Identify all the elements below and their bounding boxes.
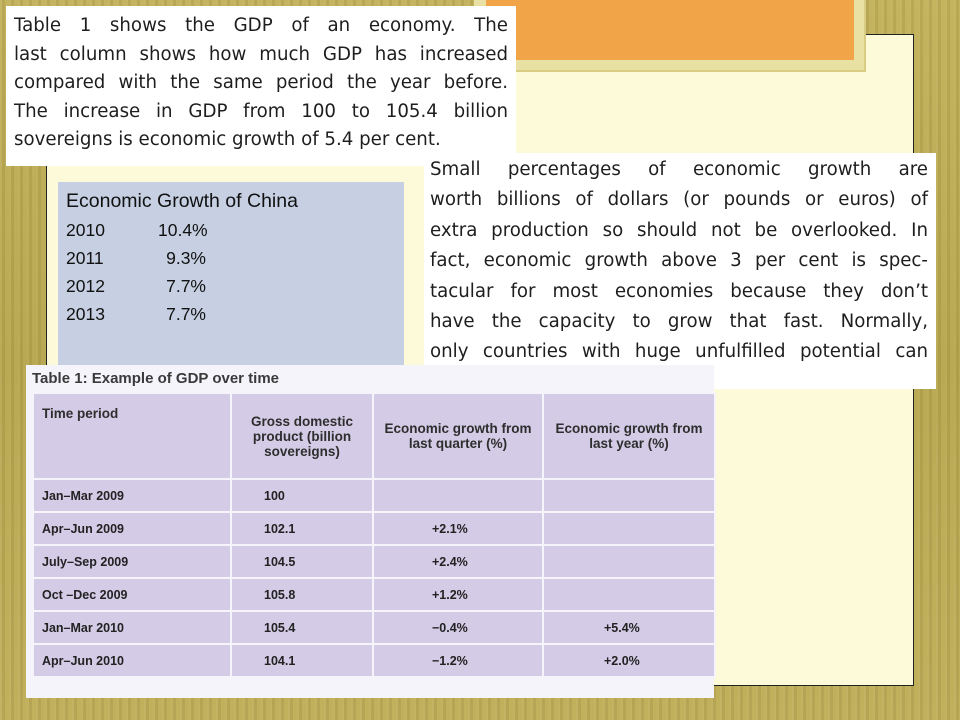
orange-banner-fill <box>486 0 854 60</box>
cell-gdp: 104.5 <box>231 545 373 578</box>
header-time-period: Time period <box>33 393 231 479</box>
growth-line: only countries with huge unfulfilled potential can <box>430 341 928 363</box>
intro-line: The increase in GDP from 100 to 105.4 billion <box>14 100 508 122</box>
growth-line: Small percentages of economic growth are <box>430 159 928 180</box>
cell-growth-year <box>543 578 715 611</box>
china-growth-box <box>58 182 404 366</box>
cell-period: Apr–Jun 2010 <box>33 644 231 677</box>
header-growth-quarter: Economic growth from last quarter (%) <box>373 393 543 479</box>
china-year: 2012 <box>66 276 105 296</box>
table-row <box>33 578 715 611</box>
cell-gdp: 105.4 <box>231 611 373 644</box>
china-year: 2010 <box>66 220 105 240</box>
cell-period: Oct –Dec 2009 <box>33 578 231 611</box>
table-header-row <box>33 393 715 479</box>
china-year: 2013 <box>66 304 105 324</box>
gdp-table <box>32 392 716 678</box>
table-row <box>33 512 715 545</box>
growth-line: fact, economic growth above 3 per cent is spec- <box>430 250 928 272</box>
cell-growth-year <box>543 545 715 578</box>
growth-line: have the capacity to grow that fast. Normally, <box>430 311 928 333</box>
cell-growth-year: +2.0% <box>543 644 715 677</box>
table-caption: Table 1: Example of GDP over time <box>32 370 280 387</box>
gdp-table-panel <box>26 365 714 698</box>
china-year: 2011 <box>66 248 104 268</box>
cell-gdp: 102.1 <box>231 512 373 545</box>
china-rate: 7.7% <box>166 276 206 296</box>
orange-banner <box>474 0 866 72</box>
intro-line: sovereigns is economic growth of 5.4 per cent. <box>14 129 441 150</box>
table-row <box>33 644 715 677</box>
cell-growth-year: +5.4% <box>543 611 715 644</box>
intro-text-box <box>6 6 516 166</box>
cell-period: Jan–Mar 2010 <box>33 611 231 644</box>
china-rate: 7.7% <box>166 304 206 324</box>
cell-growth-quarter: −0.4% <box>373 611 543 644</box>
cell-gdp: 100 <box>231 479 373 512</box>
cell-gdp: 104.1 <box>231 644 373 677</box>
cell-growth-quarter: +2.4% <box>373 545 543 578</box>
growth-line: tacular for most economies because they don’t <box>430 280 928 302</box>
china-rate: 10.4% <box>158 220 208 240</box>
cell-growth-quarter: +1.2% <box>373 578 543 611</box>
cell-period: July–Sep 2009 <box>33 545 231 578</box>
growth-line: worth billions of dollars (or pounds or euros) of <box>430 189 928 211</box>
cell-gdp: 105.8 <box>231 578 373 611</box>
china-rate: 9.3% <box>166 248 206 268</box>
header-gdp: Gross domestic product (billion sovereigns) <box>231 393 373 479</box>
intro-line: compared with the same period the year before. <box>14 72 508 93</box>
intro-line: last column shows how much GDP has increased <box>14 43 508 65</box>
table-row <box>33 611 715 644</box>
cell-period: Apr–Jun 2009 <box>33 512 231 545</box>
china-box-title: Economic Growth of China <box>66 190 298 212</box>
growth-text-box <box>424 153 936 389</box>
table-row <box>33 479 715 512</box>
cell-growth-quarter: −1.2% <box>373 644 543 677</box>
cell-growth-quarter: +2.1% <box>373 512 543 545</box>
intro-line: Table 1 shows the GDP of an economy. The <box>14 15 508 36</box>
cell-growth-quarter <box>373 479 543 512</box>
cell-growth-year <box>543 479 715 512</box>
table-row <box>33 545 715 578</box>
header-growth-year: Economic growth from last year (%) <box>543 393 715 479</box>
cell-period: Jan–Mar 2009 <box>33 479 231 512</box>
growth-line: extra production so should not be overlooked. In <box>430 219 928 241</box>
cell-growth-year <box>543 512 715 545</box>
